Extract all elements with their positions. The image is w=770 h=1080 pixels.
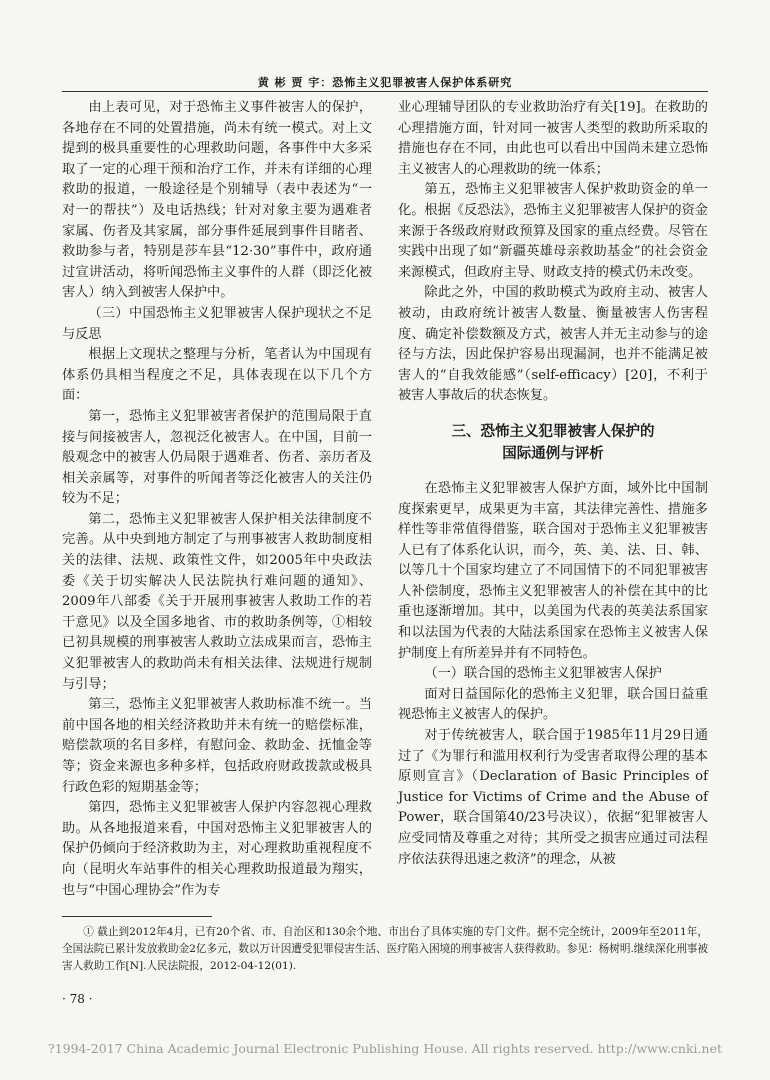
paragraph: 在恐怖主义犯罪被害人保护方面，域外比中国制度探索更早，成果更为丰富，其法律完善性、措施多样性等非常值得借鉴，联合国对于恐怖主义犯罪被害人已有了体系化认识，而今，英、美、法、日、韩、以等几十个国家均建立了不同国情下的不同犯罪被害人补偿制度，恐怖主义犯罪被害人的补偿在其中的比重也逐渐增加。其中，以美国为代表的英美法系国家和以法国为代表的大陆法系国家在恐怖主义被害人保护制度上有所差异并有不同特色。 xyxy=(398,480,708,661)
paragraph: 对于传统被害人，联合国于1985年11月29日通过了《为罪行和滥用权利行为受害者取得公理的基本原则宣言》（Declaration of Basic Principles of Justice for Victims of Crime and the Abuse of Power，联合国第40/23号决议），依据“犯罪被害人应受同情及尊重之对待；其所受之损害应通过司法程序依法获得迅速之救济”的理念，从被 xyxy=(398,728,708,867)
paragraph: 除此之外，中国的救助模式为政府主动、被害人被动，由政府统计被害人数量、衡量被害人伤害程度、确定补偿数额及方式，被害人并无主动参与的途径与方法，因此保护容易出现漏洞，也并不能满足被害人的“自我效能感”（self-efficacy）[20]，不利于被害人事故后的状态恢复。 xyxy=(398,285,708,404)
section-title xyxy=(398,421,708,465)
copyright-line: ?1994-2017 China Academic Journal Electronic Publishing House. All rights reserved. http://www.cnki.net xyxy=(48,1041,722,1056)
header-rule xyxy=(62,91,708,92)
subsection-heading: （三）中国恐怖主义犯罪被害人保护现状之不足与反思 xyxy=(62,305,372,342)
left-column xyxy=(62,98,372,901)
paragraph: 根据上文现状之整理与分析，笔者认为中国现有体系仍具相当程度之不足，具体表现在以下几个方面： xyxy=(62,347,372,404)
footnote-rule xyxy=(62,916,212,917)
paragraph: 由上表可见，对于恐怖主义事件被害人的保护，各地存在不同的处置措施，尚未有统一模式。对上文提到的极具重要性的心理救助问题，各事件中大多采取了一定的心理干预和治疗工作，并未有详细的心理救助的报道，一般途径是个别辅导（表中表述为“一对一的帮扶”）及电话热线；针对对象主要为遇难者家属、伤者及其家属，部分事件延展到事件目睹者、救助参与者，特别是莎车县“12·30”事件中，政府通过宣讲活动，将听闻恐怖主义事件的人群（即泛化被害人）纳入到被害人保护中。 xyxy=(62,100,372,301)
paragraph: 面对日益国际化的恐怖主义犯罪，联合国日益重视恐怖主义被害人的保护。 xyxy=(398,686,708,723)
page-number: · 78 · xyxy=(62,992,93,1006)
paragraph: 业心理辅导团队的专业救助治疗有关[19]。在救助的心理措施方面，针对同一被害人类型的救助所采取的措施也存在不同，由此也可以看出中国尚未建立恐怖主义被害人的心理救助的统一体系； xyxy=(398,100,708,177)
paragraph: 第五，恐怖主义犯罪被害人保护救助资金的单一化。根据《反恐法》，恐怖主义犯罪被害人保护的资金来源于各级政府财政预算及国家的重点经费。尽管在实践中出现了如“新疆英雄母亲救助基金”的社会资金来源模式，但政府主导、财政支持的模式仍未改变。 xyxy=(398,182,708,280)
paragraph: 第二，恐怖主义犯罪被害人保护相关法律制度不完善。从中央到地方制定了与刑事被害人救助制度相关的法律、法规、政策性文件，如2005年中央政法委《关于切实解决人民法院执行难问题的通知》、2009年八部委《关于开展刑事被害人救助工作的若干意见》以及全国多地省、市的救助条例等，①相较已初具规模的刑事被害人救助立法成果而言，恐怖主义犯罪被害人的救助尚未有相关法律、法规进行规制与引导； xyxy=(62,511,372,692)
paragraph: 第四，恐怖主义犯罪被害人保护内容忽视心理救助。从各地报道来看，中国对恐怖主义犯罪被害人的保护仍倾向于经济救助为主，对心理救助重视程度不向（昆明火车站事件的相关心理救助报道最为翔实，也与“中国心理协会”作为专 xyxy=(62,800,372,898)
paragraph: 第一，恐怖主义犯罪被害者保护的范围局限于直接与间接被害人，忽视泛化被害人。在中国，目前一般观念中的被害人仍局限于遇难者、伤者、亲历者及相关亲属等，对事件的听闻者等泛化被害人的关注仍较为不足； xyxy=(62,408,372,507)
right-column xyxy=(398,98,708,870)
right-column-top xyxy=(398,98,708,407)
right-column-bottom xyxy=(398,479,708,870)
subsection-heading: （一）联合国的恐怖主义犯罪被害人保护 xyxy=(424,666,662,682)
section-title-line2: 国际通例与评析 xyxy=(502,445,604,462)
section-title-line1: 三、恐怖主义犯罪被害人保护的 xyxy=(451,423,655,440)
paragraph: 第三，恐怖主义犯罪被害人救助标准不统一。当前中国各地的相关经济救助并未有统一的赔偿标准，赔偿款项的名目多样，有慰问金、救助金、抚恤金等等；资金来源也多种多样，包括政府财政拨款或极具行政色彩的短期基金等； xyxy=(62,697,372,795)
running-head: 黄 彬 贾 宇：恐怖主义犯罪被害人保护体系研究 xyxy=(257,76,513,89)
footnote: ① 截止到2012年4月，已有20个省、市、自治区和130余个地、市出台了具体实施的专门文件。据不完全统计，2009年至2011年，全国法院已累计发放救助金2亿多元，数以万计因遭受犯罪侵害生活、医疗陷入困境的刑事被害人获得救助。参见：杨树明.继续深化刑事被害人救助工作[N].人民法院报，2012-04-12(01). xyxy=(62,926,708,972)
